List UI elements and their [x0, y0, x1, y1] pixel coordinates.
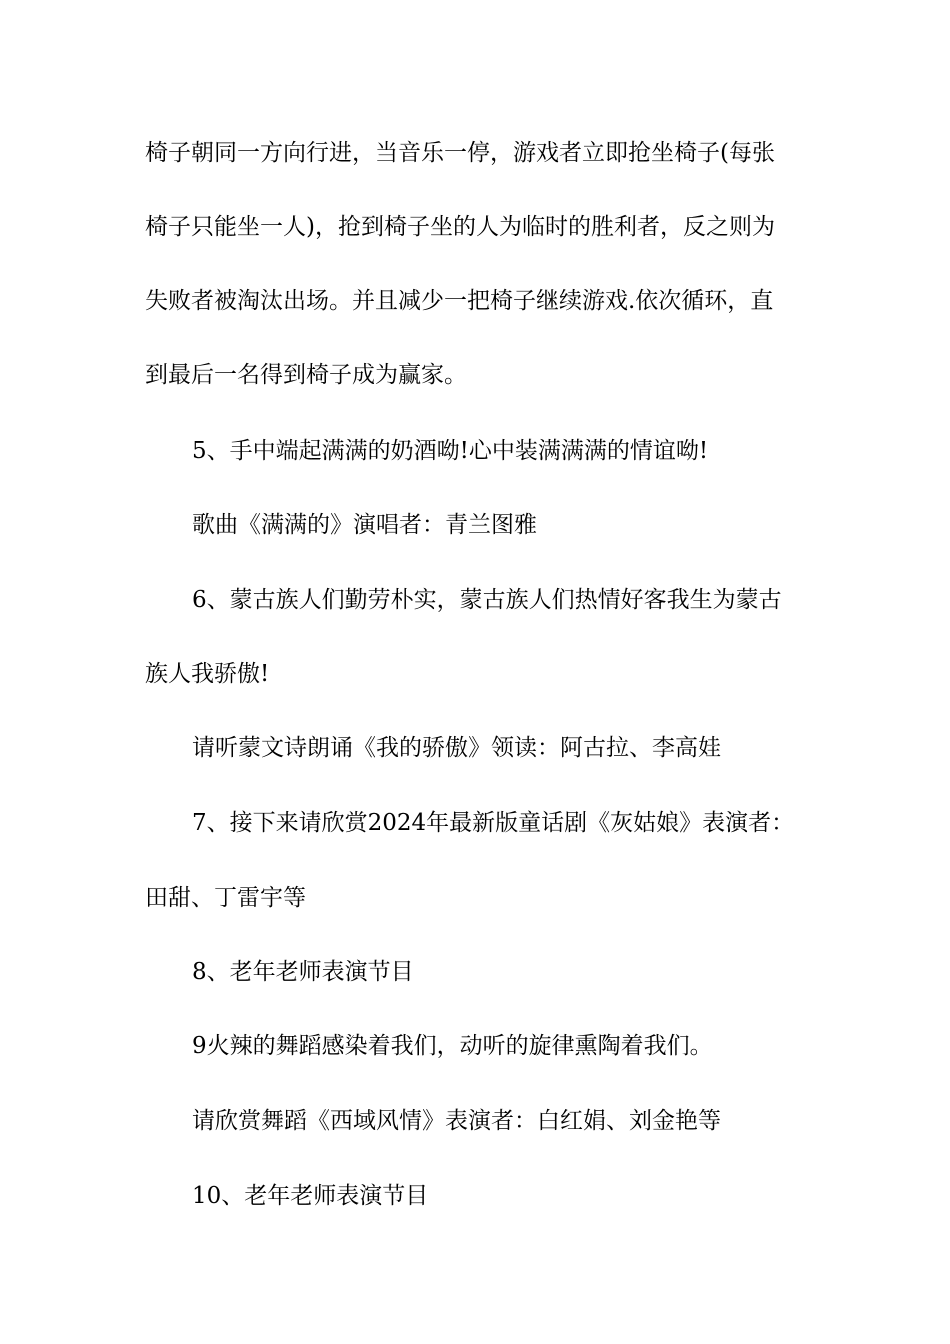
text-line: 田甜、丁雷宇等	[145, 885, 306, 911]
text-line: 族人我骄傲!	[145, 661, 270, 687]
text-line: 歌曲《满满的》演唱者：青兰图雅	[192, 512, 537, 538]
text-line: 请听蒙文诗朗诵《我的骄傲》领读：阿古拉、李高娃	[192, 735, 721, 761]
text-line: 7、接下来请欣赏2024年最新版童话剧《灰姑娘》表演者：	[192, 810, 795, 836]
text-line: 椅子朝同一方向行进，当音乐一停，游戏者立即抢坐椅子(每张	[145, 140, 775, 166]
text-line: 失败者被淘汰出场。并且减少一把椅子继续游戏.依次循环，直	[145, 288, 774, 314]
text-line: 6、蒙古族人们勤劳朴实，蒙古族人们热情好客我生为蒙古	[192, 587, 782, 613]
text-line: 9火辣的舞蹈感染着我们，动听的旋律熏陶着我们。	[192, 1033, 713, 1059]
text-line: 5、手中端起满满的奶酒呦!心中装满满满的情谊呦!	[192, 438, 709, 464]
text-line: 椅子只能坐一人)，抢到椅子坐的人为临时的胜利者，反之则为	[145, 214, 775, 240]
text-line: 10、老年老师表演节目	[192, 1183, 429, 1209]
text-line: 到最后一名得到椅子成为赢家。	[145, 362, 467, 388]
text-line: 8、老年老师表演节目	[192, 959, 414, 985]
text-line: 请欣赏舞蹈《西域风情》表演者：白红娟、刘金艳等	[192, 1108, 721, 1134]
